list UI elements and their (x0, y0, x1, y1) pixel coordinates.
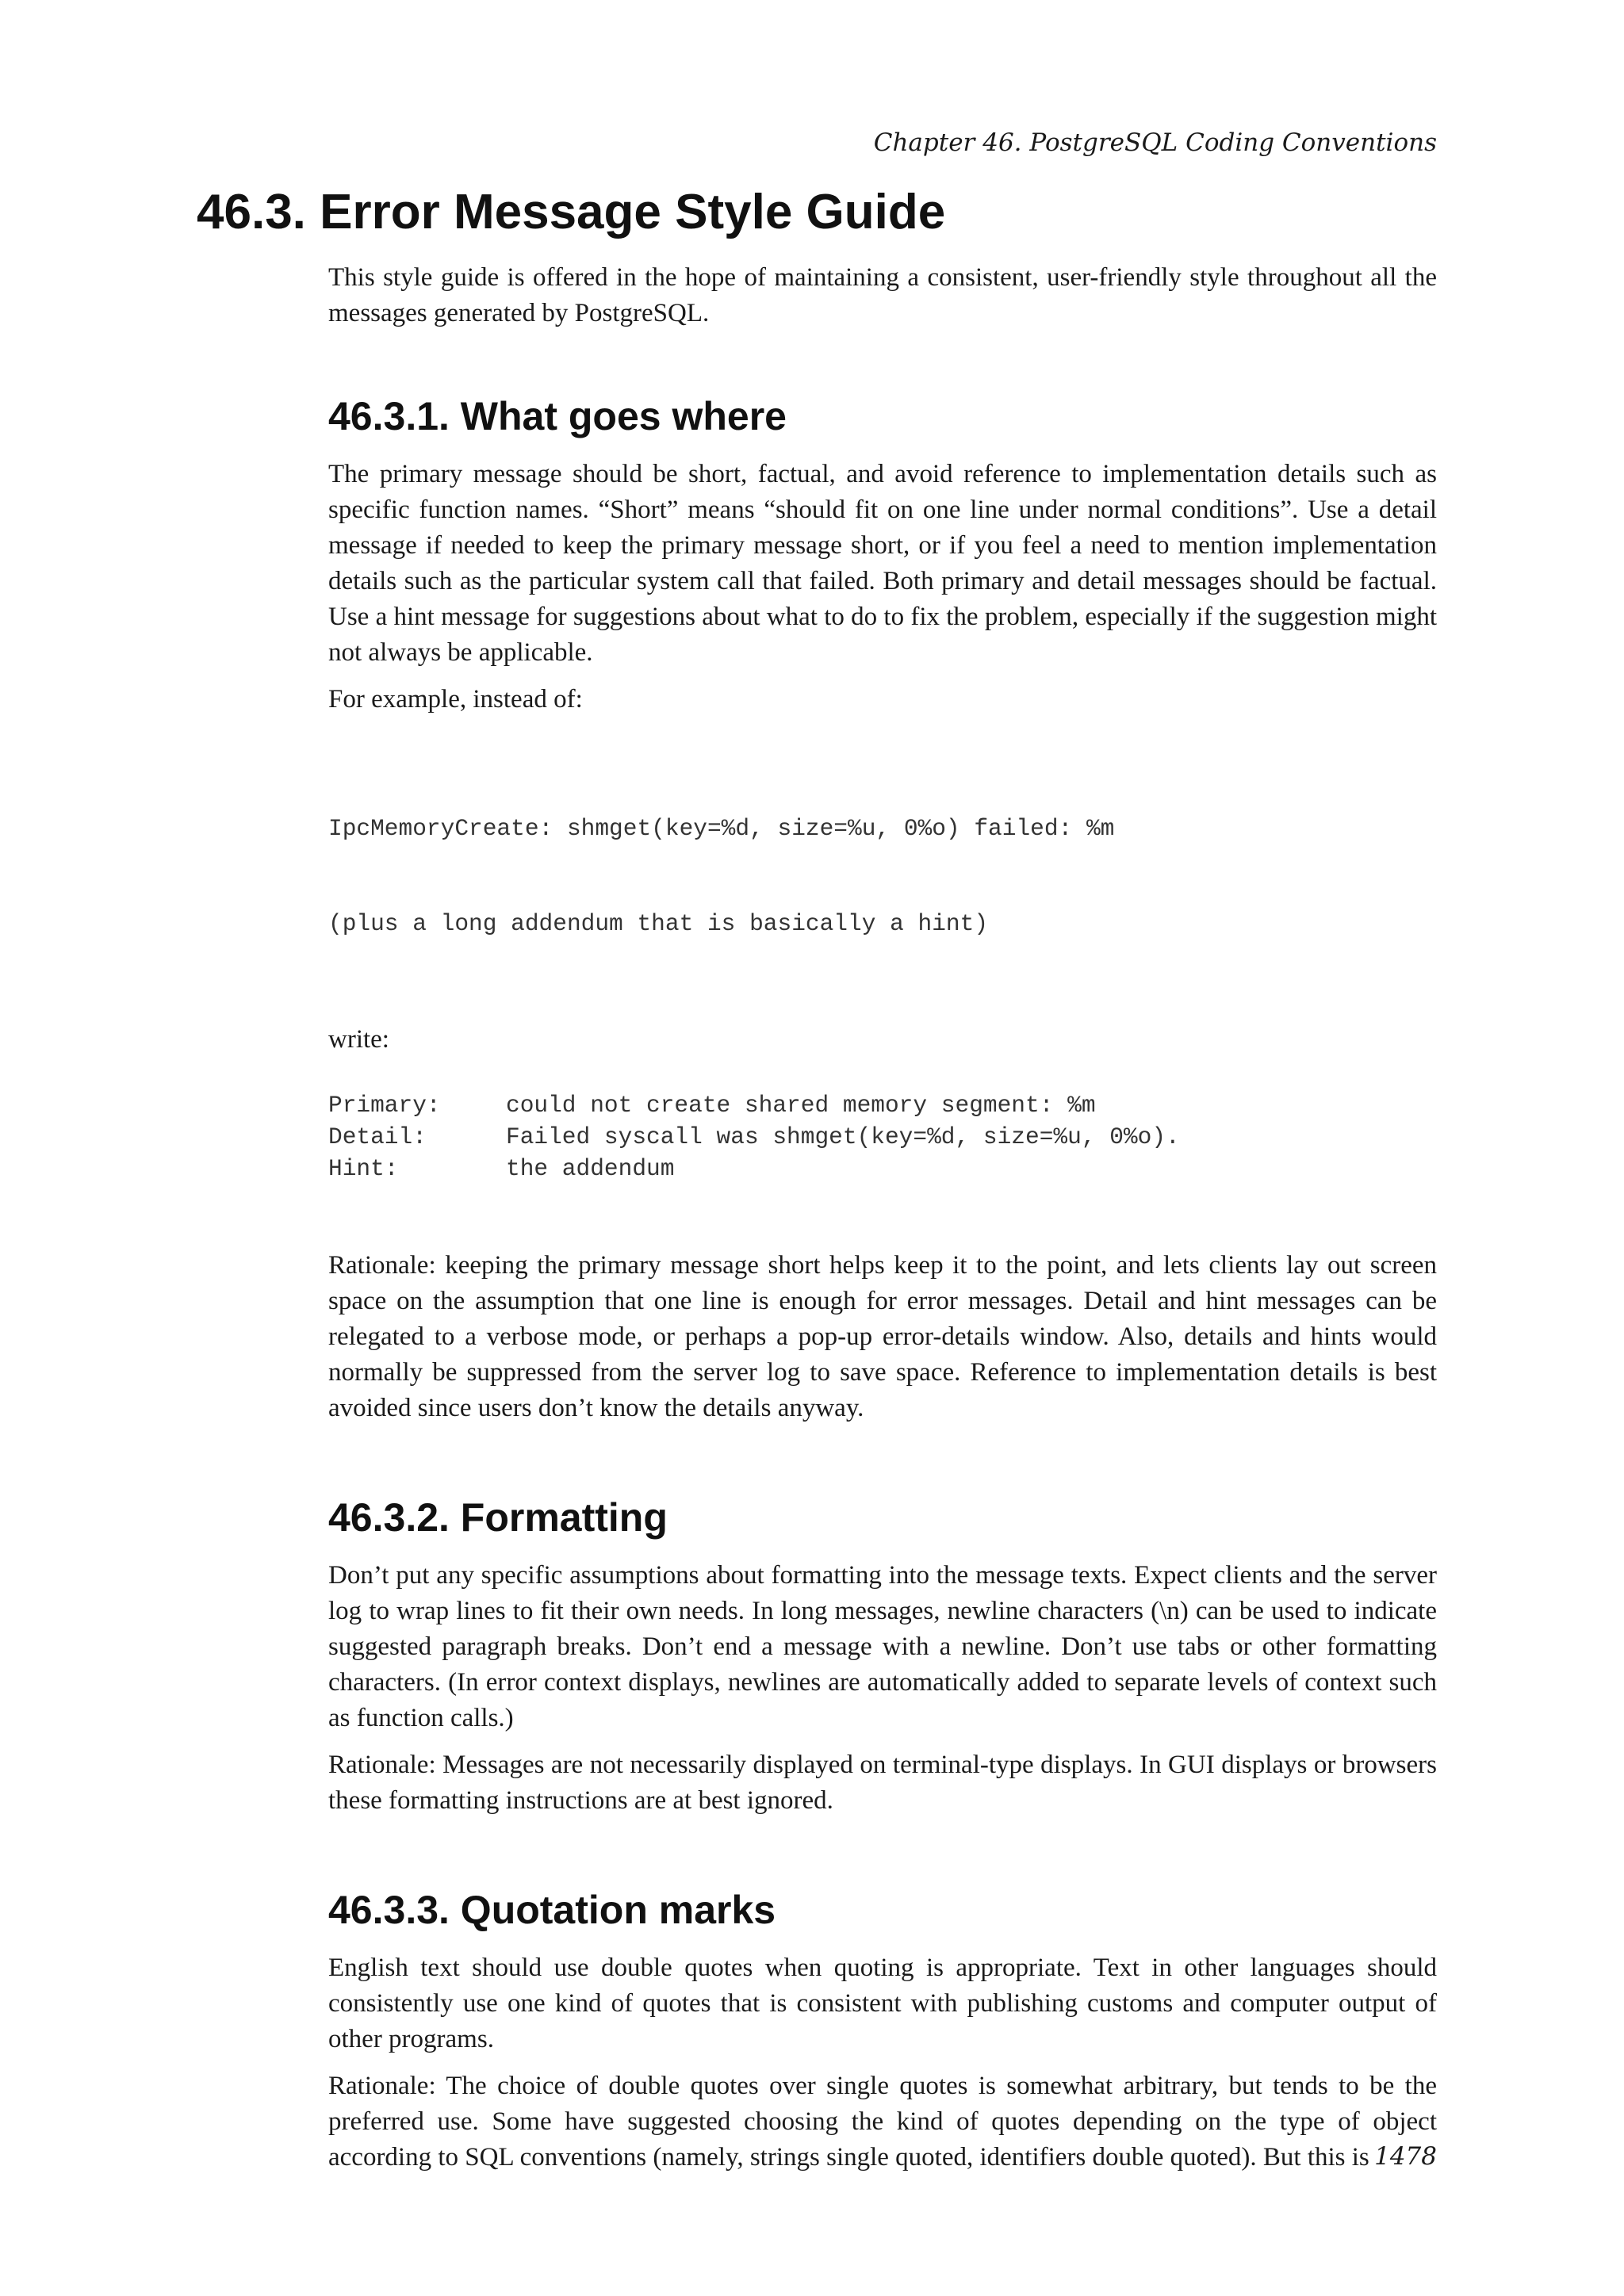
code-key: Hint: (328, 1155, 399, 1182)
page-number: 1478 (1374, 2142, 1437, 2171)
code-value: Failed syscall was shmget(key=%d, size=%u, 0%o). (506, 1123, 1180, 1150)
code-value: the addendum (506, 1155, 675, 1182)
page-content (328, 260, 1437, 2187)
section-title: 46.3.3. Quotation marks (328, 1888, 776, 1932)
paragraph: The primary message should be short, factual, and avoid reference to implementation details such as specific function names. “Short” means “should fit on one line under normal conditions”. Use a detail message if needed to keep the primary message short, or if you feel a need to mention implementation details such as the particular system call that failed. Both primary and detail messages should be factual. Use a hint message for suggestions about what to do to fix the problem, especially if the suggestion might not always be applicable. (328, 460, 1437, 667)
code-line: (plus a long addendum that is basically a hint) (328, 910, 989, 937)
paragraph: English text should use double quotes when quoting is appropriate. Text in other languages should consistently use one kind of quotes that is consistent with publishing customs and computer output of other programs. (328, 1954, 1437, 2053)
code-example-before (328, 749, 1437, 1003)
code-row-detail (328, 1121, 1437, 1153)
code-value: could not create shared memory segment: %m (506, 1092, 1096, 1119)
section-quotation-marks (328, 1885, 1437, 2175)
section-title: 46.3.1. What goes where (328, 394, 787, 438)
code-row-primary (328, 1089, 1437, 1121)
code-example-after (328, 1089, 1437, 1184)
section-formatting (328, 1493, 1437, 1819)
running-header: Chapter 46. PostgreSQL Coding Conventions (873, 128, 1437, 157)
paragraph: Rationale: The choice of double quotes over single quotes is somewhat arbitrary, but tends to be the preferred use. Some have suggested choosing the kind of quotes depending on the type of object according to SQL conventions (namely, strings single quoted, identifiers double quoted). But this is (328, 2072, 1437, 2172)
code-key: Primary: (328, 1092, 441, 1119)
code-row-hint (328, 1153, 1437, 1184)
paragraph: write: (328, 1025, 389, 1054)
code-key: Detail: (328, 1123, 427, 1150)
paragraph: Rationale: Messages are not necessarily displayed on terminal-type displays. In GUI displays or browsers these formatting instructions are at best ignored. (328, 1751, 1437, 1815)
chapter-title: 46.3. Error Message Style Guide (197, 185, 946, 239)
intro-paragraph: This style guide is offered in the hope of maintaining a consistent, user-friendly style throughout all the messages generated by PostgreSQL. (328, 263, 1437, 327)
section-what-goes-where (328, 392, 1437, 1426)
section-title: 46.3.2. Formatting (328, 1495, 668, 1540)
code-line: IpcMemoryCreate: shmget(key=%d, size=%u, 0%o) failed: %m (328, 815, 1115, 842)
paragraph: Don’t put any specific assumptions about formatting into the message texts. Expect clients and the server log to wrap lines to fit their own needs. In long messages, newline characters (\n) can be used to indicate suggested paragraph breaks. Don’t end a message with a newline. Don’t use tabs or other formatting characters. (In error context displays, newlines are automatically added to separate levels of context such as function calls.) (328, 1561, 1437, 1732)
paragraph: Rationale: keeping the primary message short helps keep it to the point, and lets clients lay out screen space on the assumption that one line is enough for error messages. Detail and hint messages can be relegated to a verbose mode, or perhaps a pop-up error-details window. Also, details and hints would normally be suppressed from the server log to save space. Reference to implementation details is best avoided since users don’t know the details anyway. (328, 1251, 1437, 1422)
paragraph: For example, instead of: (328, 685, 583, 714)
